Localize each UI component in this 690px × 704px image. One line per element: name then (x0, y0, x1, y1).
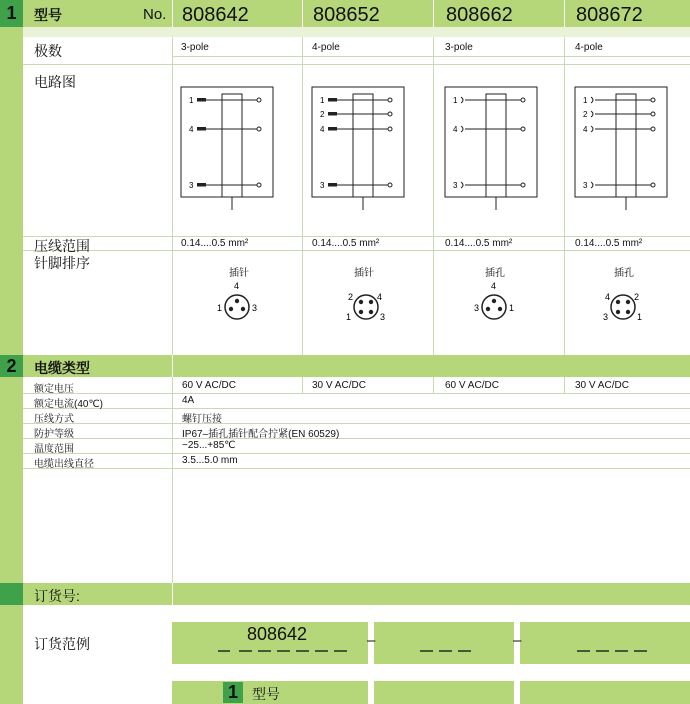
svg-text:3: 3 (252, 303, 258, 313)
spec-voltage-1: 60 V AC/DC (182, 380, 236, 391)
wire-value-2: 0.14....0.5 mm² (312, 238, 380, 249)
order-example-value: 808642 (247, 624, 308, 644)
poles-value-1: 3-pole (181, 42, 209, 53)
wire-value-1: 0.14....0.5 mm² (181, 238, 249, 249)
circuit-diagram-1 (180, 86, 274, 212)
order-marker (0, 583, 23, 605)
pin-type-1: 插针 (229, 268, 249, 279)
footer-label: 型号 (252, 686, 280, 702)
wire-value-3: 0.14....0.5 mm² (445, 238, 513, 249)
svg-text:4: 4 (320, 125, 325, 134)
spec-label-voltage: 额定电压 (34, 384, 74, 395)
part-number-4: 808672 (576, 4, 643, 26)
no-label: No. (143, 6, 167, 23)
svg-text:1: 1 (217, 303, 223, 313)
svg-text:3: 3 (380, 312, 386, 322)
spec-label-diameter: 电缆出线直径 (34, 459, 94, 470)
order-dash-2: – (513, 632, 522, 649)
spec-current: 4A (182, 395, 195, 406)
poles-value-2: 4-pole (312, 42, 340, 53)
circuit-diagram-2 (311, 86, 405, 212)
section2-header (23, 355, 690, 377)
section1-title: 型号 (34, 7, 62, 23)
order-example-label: 订货范例 (34, 636, 90, 652)
pin-layout-2 (341, 286, 391, 326)
pin-layout-4 (598, 286, 648, 326)
svg-text:3: 3 (603, 312, 609, 322)
section2-title: 电缆类型 (34, 360, 90, 376)
svg-text:1: 1 (189, 96, 194, 105)
pin-type-2: 插针 (354, 268, 374, 279)
svg-text:1: 1 (583, 96, 588, 105)
svg-text:2: 2 (583, 110, 588, 119)
svg-text:3: 3 (453, 181, 458, 190)
order-dash-1: – (367, 632, 376, 649)
footer-cell-3 (520, 681, 690, 704)
svg-text:2: 2 (634, 292, 640, 302)
svg-text:3: 3 (320, 181, 325, 190)
circuit-diagram-3 (444, 86, 538, 212)
svg-text:3: 3 (189, 181, 194, 190)
svg-text:4: 4 (491, 281, 497, 291)
order-title: 订货号: (34, 588, 80, 604)
wire-label: 压线范围 (34, 238, 90, 254)
spec-voltage-2: 30 V AC/DC (312, 380, 366, 391)
wire-value-4: 0.14....0.5 mm² (575, 238, 643, 249)
svg-text:1: 1 (346, 312, 352, 322)
svg-text:4: 4 (377, 292, 383, 302)
part-number-1: 808642 (182, 4, 249, 26)
svg-text:1: 1 (509, 303, 515, 313)
svg-text:1: 1 (453, 96, 458, 105)
pin-type-3: 插孔 (485, 268, 505, 279)
svg-text:2: 2 (320, 110, 325, 119)
svg-text:4: 4 (605, 292, 611, 302)
spec-diameter: 3.5...5.0 mm (182, 455, 238, 466)
spec-protection: IP67–插孔插针配合拧紧(EN 60529) (182, 429, 340, 440)
spec-voltage-3: 60 V AC/DC (445, 380, 499, 391)
svg-text:3: 3 (583, 181, 588, 190)
part-number-3: 808662 (446, 4, 513, 26)
svg-text:4: 4 (453, 125, 458, 134)
svg-text:4: 4 (583, 125, 588, 134)
pin-type-4: 插孔 (614, 268, 634, 279)
pin-layout-1 (212, 280, 262, 322)
svg-text:2: 2 (348, 292, 354, 302)
poles-value-4: 4-pole (575, 42, 603, 53)
footer-number: 1 (223, 682, 243, 703)
circuit-diagram-4 (574, 86, 668, 212)
order-header (23, 583, 690, 605)
svg-text:4: 4 (189, 125, 194, 134)
poles-label: 极数 (34, 43, 62, 59)
svg-text:1: 1 (637, 312, 643, 322)
part-number-2: 808652 (313, 4, 380, 26)
section2-number: 2 (0, 355, 23, 377)
svg-text:4: 4 (234, 281, 240, 291)
spec-label-crimp: 压线方式 (34, 414, 74, 425)
spec-temp: −25...+85℃ (182, 440, 236, 451)
pin-layout-3 (469, 280, 519, 322)
spec-voltage-4: 30 V AC/DC (575, 380, 629, 391)
spec-label-protection: 防护等级 (34, 429, 74, 440)
poles-value-3: 3-pole (445, 42, 473, 53)
svg-text:1: 1 (320, 96, 325, 105)
section1-number: 1 (0, 0, 23, 27)
section1-subband (23, 27, 690, 37)
pin-label: 针脚排序 (34, 255, 90, 271)
order-blanks (172, 640, 690, 660)
spec-label-current: 额定电流(40℃) (34, 399, 104, 410)
footer-cell-2 (374, 681, 514, 704)
svg-text:3: 3 (474, 303, 480, 313)
circuit-label: 电路图 (34, 74, 76, 90)
spec-crimp: 螺钉压接 (182, 414, 222, 425)
spec-label-temp: 温度范围 (34, 444, 74, 455)
